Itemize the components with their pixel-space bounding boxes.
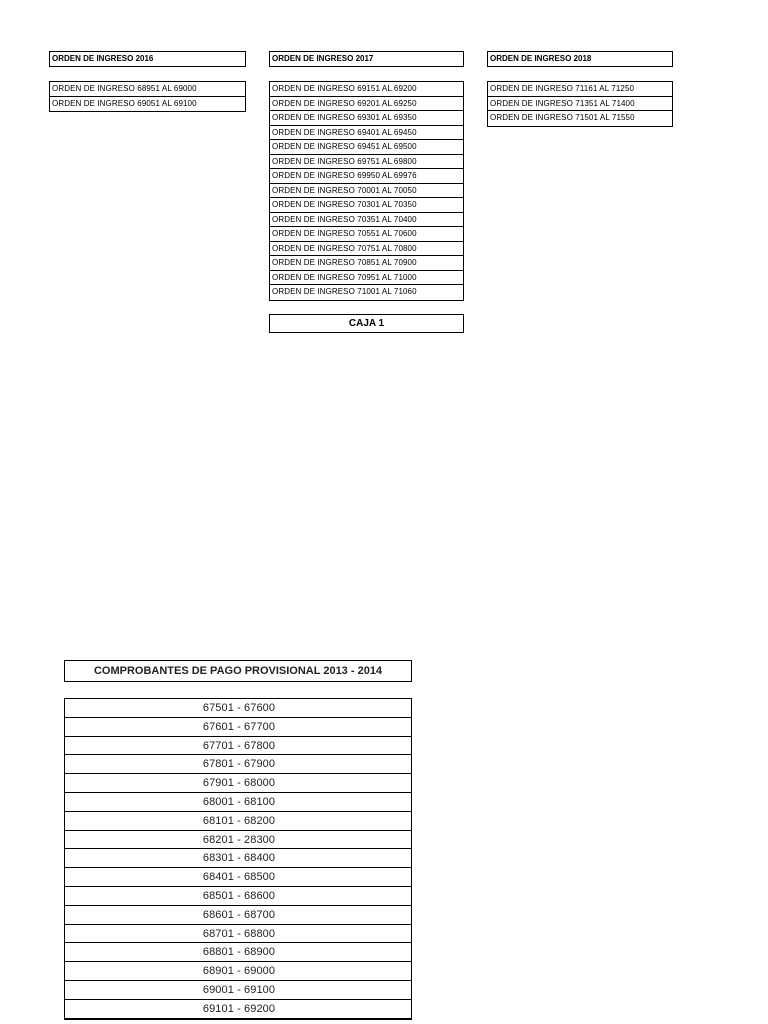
- table-row: 67901 - 68000: [65, 774, 411, 793]
- list-item: ORDEN DE INGRESO 69401 AL 69450: [270, 126, 463, 141]
- list-item: ORDEN DE INGRESO 71351 AL 71400: [488, 97, 672, 112]
- table-row: 68501 - 68600: [65, 887, 411, 906]
- list-item: ORDEN DE INGRESO 71161 AL 71250: [488, 82, 672, 97]
- orden-ingreso-2016-list: [49, 81, 246, 112]
- table-row: 67801 - 67900: [65, 755, 411, 774]
- caja-label: CAJA 1: [269, 314, 464, 333]
- orden-ingreso-2017-list: [269, 81, 464, 301]
- table-row: 69001 - 69100: [65, 981, 411, 1000]
- list-item: ORDEN DE INGRESO 70851 AL 70900: [270, 256, 463, 271]
- table-row: 68001 - 68100: [65, 793, 411, 812]
- list-item: ORDEN DE INGRESO 70951 AL 71000: [270, 271, 463, 286]
- list-item: ORDEN DE INGRESO 70751 AL 70800: [270, 242, 463, 257]
- list-item: ORDEN DE INGRESO 69301 AL 69350: [270, 111, 463, 126]
- list-item: ORDEN DE INGRESO 69751 AL 69800: [270, 155, 463, 170]
- list-item: ORDEN DE INGRESO 70351 AL 70400: [270, 213, 463, 228]
- table-row: 68101 - 68200: [65, 812, 411, 831]
- table-row: 69101 - 69200: [65, 1000, 411, 1019]
- comprobantes-header: COMPROBANTES DE PAGO PROVISIONAL 2013 - 2014: [64, 660, 412, 682]
- orden-ingreso-2016-header: ORDEN DE INGRESO 2016: [49, 51, 246, 67]
- list-item: ORDEN DE INGRESO 69451 AL 69500: [270, 140, 463, 155]
- list-item: ORDEN DE INGRESO 69051 AL 69100: [52, 98, 197, 108]
- list-item: ORDEN DE INGRESO 70301 AL 70350: [270, 198, 463, 213]
- list-item: ORDEN DE INGRESO 69950 AL 69976: [270, 169, 463, 184]
- comprobantes-list: [64, 698, 412, 1020]
- table-row: 67701 - 67800: [65, 737, 411, 756]
- list-item: ORDEN DE INGRESO 70001 AL 70050: [270, 184, 463, 199]
- list-item: ORDEN DE INGRESO 70551 AL 70600: [270, 227, 463, 242]
- orden-ingreso-2017-header: ORDEN DE INGRESO 2017: [269, 51, 464, 67]
- table-row: 68201 - 28300: [65, 831, 411, 850]
- table-row: 68301 - 68400: [65, 849, 411, 868]
- table-row: 68901 - 69000: [65, 962, 411, 981]
- table-row: 68601 - 68700: [65, 906, 411, 925]
- list-item: ORDEN DE INGRESO 69201 AL 69250: [270, 97, 463, 112]
- table-row: 67601 - 67700: [65, 718, 411, 737]
- list-item: ORDEN DE INGRESO 71001 AL 71060: [272, 287, 417, 296]
- table-row: 68801 - 68900: [65, 943, 411, 962]
- table-row: 68701 - 68800: [65, 925, 411, 944]
- list-item: ORDEN DE INGRESO 71501 AL 71550: [490, 113, 635, 122]
- orden-ingreso-2018-list: [487, 81, 673, 127]
- table-row: 67501 - 67600: [65, 699, 411, 718]
- table-row: 68401 - 68500: [65, 868, 411, 887]
- list-item: ORDEN DE INGRESO 69151 AL 69200: [270, 82, 463, 97]
- orden-ingreso-2018-header: ORDEN DE INGRESO 2018: [487, 51, 673, 67]
- list-item: ORDEN DE INGRESO 68951 AL 69000: [50, 82, 245, 97]
